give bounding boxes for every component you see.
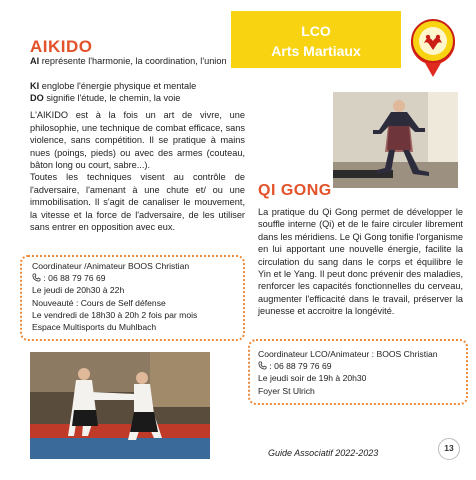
- phone-icon: [32, 273, 41, 282]
- qigong-coordinator: Coordinateur LCO/Animateur : BOOS Christian: [258, 349, 438, 359]
- page-number: 13: [438, 438, 460, 460]
- qigong-phone: : 06 88 79 76 69: [267, 361, 332, 372]
- aikido-phone: : 06 88 79 76 69: [41, 273, 106, 284]
- qigong-phone-line: [258, 360, 466, 372]
- qigong-paragraph: La pratique du Qi Gong permet de développer le souffle interne (Qi) et de le faire circuler librement dans les méridiens. Le Qi Gong tonifie l'organisme en lui apportant une nouvelle énergie, facilite la circulation du sang dans le corps et équilibre le Yin et le Yang. Il peut donc prévenir des maladies, renforcer les capacités fonctionnelles du cerveau, augmenter l'efficacité dans le travail, préserver la jeunesse et accroitre la longévité.: [258, 207, 464, 317]
- aikido-paragraph-2: Toutes les techniques visent au contrôle de l'adversaire, l'amenant à une chute et/ ou une immobilisation. Il s'agit de canaliser le mouvement, la vitesse et la force de l'adversaire, de les utiliser sans entrer en opposition avec eux.: [30, 172, 245, 233]
- aikido-photo: [30, 352, 210, 459]
- qigong-location: Foyer St Ulrich: [258, 385, 315, 396]
- qigong-contact-box: [248, 339, 468, 405]
- aikido-contact-box: [20, 255, 245, 341]
- banner-title: LCO: [301, 23, 331, 39]
- aikido-coordinator: Coordinateur /Animateur BOOS Christian: [32, 261, 190, 271]
- qigong-schedule: Le jeudi soir de 19h à 20h30: [258, 373, 367, 384]
- qigong-title: QI GONG: [258, 182, 332, 199]
- qigong-photo: [333, 92, 458, 188]
- aikido-schedule: Le jeudi de 20h30 à 22h: [32, 285, 125, 296]
- aikido-paragraph-1: L'AIKIDO est à la fois un art de vivre, une philosophie, une technique de combat efficace, sans violence, sans compétition. Il se pratique à mains nues (poings, pieds) ou avec des armes (couteau, bâton long ou court, sabre...).: [30, 110, 245, 171]
- aikido-definition-ki: KI englobe l'énergie physique et mentale: [30, 81, 197, 91]
- phone-icon: [258, 361, 267, 370]
- aikido-phone-line: [32, 272, 243, 284]
- aikido-definition-ai: AI représente l'harmonie, la coordination, l'union: [30, 56, 227, 66]
- aikido-news: Nouveauté : Cours de Self défense: [32, 297, 166, 308]
- footer-guide-title: Guide Associatif 2022-2023: [268, 448, 379, 458]
- aikido-definition-do: DO signifie l'étude, le chemin, la voie: [30, 93, 181, 103]
- aikido-self-defense-schedule: Le vendredi de 18h30 à 20h 2 fois par mois: [32, 309, 198, 320]
- aikido-location: Espace Multisports du Muhlbach: [32, 322, 157, 333]
- club-logo: [408, 13, 458, 79]
- banner-subtitle: Arts Martiaux: [271, 43, 361, 59]
- aikido-title: AIKIDO: [30, 37, 93, 56]
- header-banner: [231, 11, 401, 68]
